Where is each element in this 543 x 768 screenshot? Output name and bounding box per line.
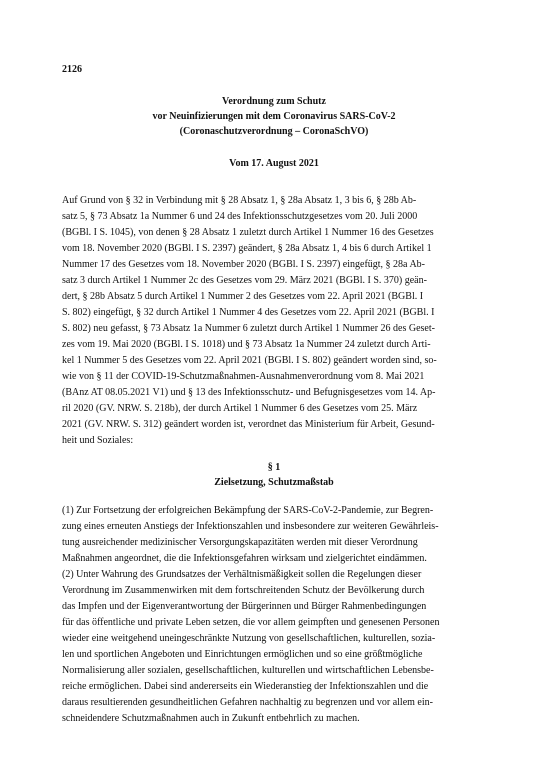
section-line: das Impfen und der Eigenverantwortung der Bürgerinnen und Bürger Rahmenbedingungen <box>62 601 427 612</box>
preamble-line: S. 802) neu gefasst, § 73 Absatz 1a Nummer 6 zuletzt durch Artikel 1 Nummer 26 des Geset- <box>62 323 435 334</box>
preamble-line: S. 802) eingefügt, § 32 durch Artikel 1 Nummer 4 des Gesetzes vom 22. April 2021 (BGBl. I <box>62 307 435 318</box>
section-line: Verordnung im Zusammenwirken mit dem fortschreitenden Schutz der Bevölkerung durch <box>62 585 425 596</box>
preamble-line: satz 5, § 73 Absatz 1a Nummer 6 und 24 des Infektionsschutzgesetzes vom 20. Juli 2000 <box>62 211 418 222</box>
section-line: für das öffentliche und private Leben setzen, die vor allem geimpften und genesenen Personen <box>62 617 440 628</box>
title-line-2: vor Neuinfizierungen mit dem Coronavirus SARS-CoV-2 <box>152 111 396 122</box>
page-number: 2126 <box>62 64 82 75</box>
section-line: Normalisierung aller sozialen, gesellschaftlichen, kulturellen und wirtschaftlichen Lebensbe- <box>62 665 434 676</box>
preamble-line: (BGBl. I S. 1045), von denen § 28 Absatz 1 zuletzt durch Artikel 1 Nummer 16 des Gesetzes <box>62 227 434 238</box>
preamble-line: vom 18. November 2020 (BGBl. I S. 2397) geändert, § 28a Absatz 1, 4 bis 6 durch Artikel 1 <box>62 243 432 254</box>
section-line: (2) Unter Wahrung des Grundsatzes der Verhältnismäßigkeit sollen die Regelungen dieser <box>62 569 422 580</box>
section-line: zung eines erneuten Anstiegs der Infektionszahlen und insbesondere zur weiteren Gewährleis- <box>62 521 439 532</box>
preamble-line: wie von § 11 der COVID-19-Schutzmaßnahmen-Ausnahmenverordnung vom 8. Mai 2021 <box>62 371 425 382</box>
preamble-line: Auf Grund von § 32 in Verbindung mit § 28 Absatz 1, § 28a Absatz 1, 3 bis 6, § 28b Ab- <box>62 195 417 206</box>
section-line: tung ausreichender medizinischer Versorgungskapazitäten werden mit dieser Verordnung <box>62 537 418 548</box>
preamble-line: 2021 (GV. NRW. S. 312) geändert worden ist, verordnet das Ministerium für Arbeit, Gesund- <box>62 419 435 430</box>
preamble-line: (BAnz AT 08.05.2021 V1) und § 13 des Infektionsschutz- und Befugnisgesetzes vom 14. Ap- <box>62 387 436 398</box>
section-line: (1) Zur Fortsetzung der erfolgreichen Bekämpfung der SARS-CoV-2-Pandemie, zur Begren- <box>62 505 434 516</box>
preamble-line: zes vom 19. Mai 2020 (BGBl. I S. 1018) und § 73 Absatz 1a Nummer 24 zuletzt durch Arti- <box>62 339 431 350</box>
preamble-line: Nummer 17 des Gesetzes vom 18. November 2020 (BGBl. I S. 2397) eingefügt, § 28a Ab- <box>62 259 425 270</box>
title-line-3: (Coronaschutzverordnung – CoronaSchVO) <box>179 126 369 137</box>
document-date: Vom 17. August 2021 <box>229 158 319 169</box>
document-title <box>62 94 486 139</box>
title-line-1: Verordnung zum Schutz <box>222 96 326 107</box>
section-line: len und sportlichen Angeboten und Einrichtungen ermöglichen und so eine größtmögliche <box>62 649 423 660</box>
section-line: Maßnahmen angeordnet, die die Infektionsgefahren wirksam und zielgerichtet eindämmen. <box>62 553 427 564</box>
preamble-paragraph <box>62 193 494 449</box>
section-1-heading <box>62 460 486 490</box>
preamble-line: heit und Soziales: <box>62 435 134 446</box>
section-line: daraus resultierenden gesundheitlichen Gefahren nachhaltig zu begrenzen und vor allem ein- <box>62 697 433 708</box>
preamble-line: satz 3 durch Artikel 1 Nummer 2c des Gesetzes vom 29. März 2021 (BGBl. I S. 370) geän- <box>62 275 427 286</box>
section-line: wieder eine weitgehend uneingeschränkte Nutzung von gesellschaftlichen, kulturellen, sozia- <box>62 633 436 644</box>
section-title: Zielsetzung, Schutzmaßstab <box>214 477 334 488</box>
section-1-body <box>62 503 494 727</box>
preamble-line: ril 2020 (GV. NRW. S. 218b), der durch Artikel 1 Nummer 6 des Gesetzes vom 25. März <box>62 403 418 414</box>
section-line: reiche ermöglichen. Dabei sind andererseits ein Wiederanstieg der Infektionszahlen und die <box>62 681 429 692</box>
preamble-line: dert, § 28b Absatz 5 durch Artikel 1 Nummer 2 des Gesetzes vom 22. April 2021 (BGBl. I <box>62 291 424 302</box>
preamble-line: kel 1 Nummer 5 des Gesetzes vom 22. April 2021 (BGBl. I S. 802) geändert worden sind, so- <box>62 355 437 366</box>
section-number: § 1 <box>267 462 281 473</box>
section-line: schneidendere Schutzmaßnahmen auch in Zukunft entbehrlich zu machen. <box>62 713 360 724</box>
